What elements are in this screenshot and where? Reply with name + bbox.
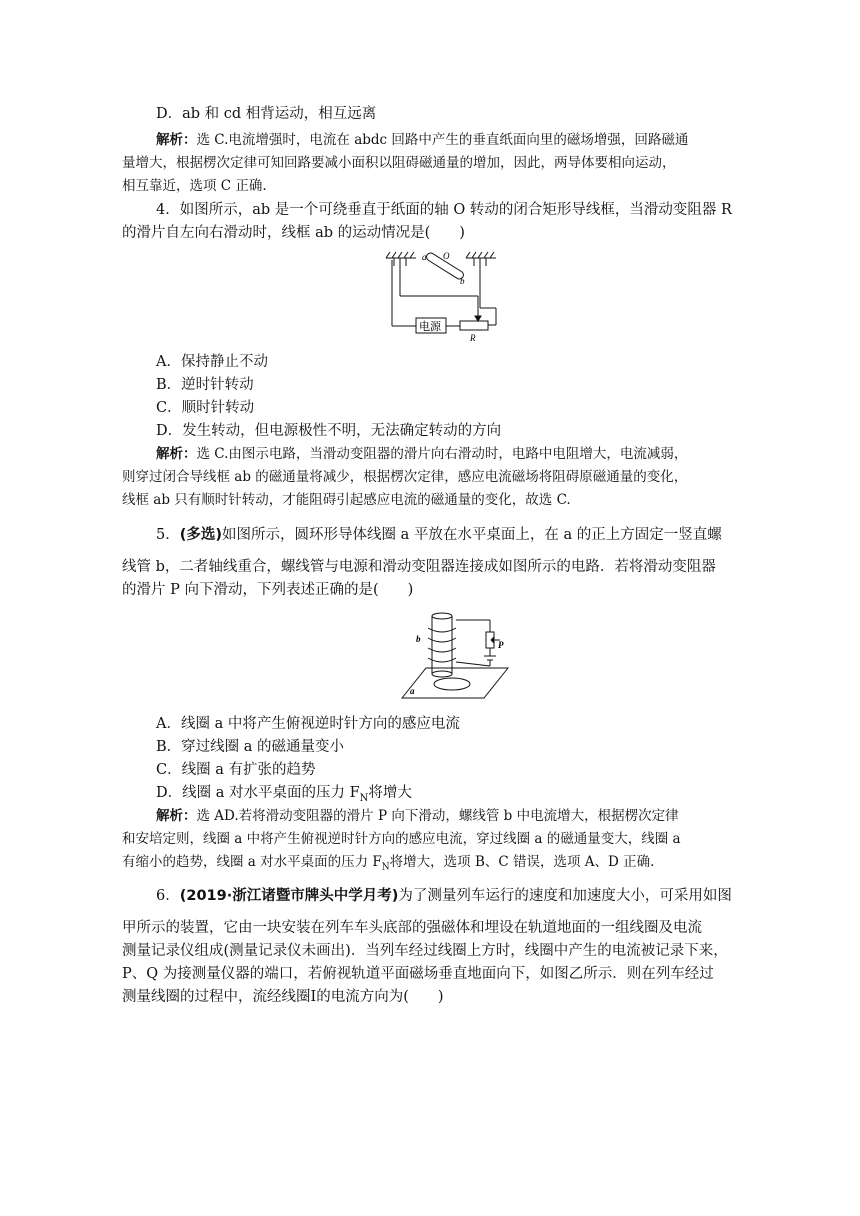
q4-stem-line1: 4．如图所示，ab 是一个可绕垂直于纸面的轴 O 转动的闭合矩形导线框，当滑动变阻器 R bbox=[156, 202, 732, 218]
q5-fig-label-p: P bbox=[498, 640, 504, 650]
q6-stem-line3: 测量记录仪组成(测量记录仪未画出)．当列车经过线圈上方时，线圈中产生的电流被记录下来， bbox=[122, 943, 728, 959]
q4-fig-label-o: O bbox=[443, 251, 450, 261]
q4-option-d: D．发生转动，但电源极性不明，无法确定转动的方向 bbox=[156, 423, 502, 439]
q4-fig-label-power: 电源 bbox=[419, 321, 441, 333]
q5-analysis-line1: 解析：选 AD.若将滑动变阻器的滑片 P 向下滑动，螺线管 b 中电流增大，根据楞次定律 bbox=[156, 808, 679, 824]
q4-analysis-line2: 则穿过闭合导线框 ab 的磁通量将减少，根据楞次定律，感应电流磁场将阻碍原磁通量的变化， bbox=[122, 469, 688, 485]
analysis-label: 解析： bbox=[156, 132, 197, 148]
q3-analysis-line3: 相互靠近，选项 C 正确. bbox=[122, 178, 267, 194]
q4-option-a: A．保持静止不动 bbox=[156, 354, 268, 370]
q5-fig-label-b: b bbox=[416, 634, 421, 644]
q5-solenoid-figure bbox=[398, 610, 510, 702]
q4-fig-label-r: R bbox=[470, 333, 476, 343]
q5-option-c: C．线圈 a 有扩张的趋势 bbox=[156, 762, 316, 778]
q6-stem-line2: 甲所示的装置，它由一块安装在列车车头底部的强磁体和埋设在轨道地面的一组线圈及电流 bbox=[122, 920, 702, 936]
q5-option-d: D．线圈 a 对水平桌面的压力 $F_N$将增大 bbox=[156, 785, 412, 804]
q5-option-a: A．线圈 a 中将产生俯视逆时针方向的感应电流 bbox=[156, 716, 460, 732]
q5-multi-tag: (多选) bbox=[179, 527, 222, 543]
q4-option-b: B．逆时针转动 bbox=[156, 377, 254, 393]
q5-analysis-line2: 和安培定则，线圈 a 中将产生俯视逆时针方向的感应电流，穿过线圈 a 的磁通量变大，线圈 a bbox=[122, 831, 681, 847]
analysis-label: 解析： bbox=[156, 446, 197, 462]
q5-analysis-line3: 有缩小的趋势，线圈 a 对水平桌面的压力 $F_N$将增大，选项 B、C 错误，选项 A、D 正确. bbox=[122, 854, 655, 873]
analysis-label: 解析： bbox=[156, 808, 197, 824]
q4-circuit-figure bbox=[380, 248, 510, 343]
q3-analysis-line2: 量增大，根据楞次定律可知回路要减小面积以阻碍磁通量的增加，因此，两导体要相向运动， bbox=[122, 155, 676, 171]
q6-stem-line5: 测量线圈的过程中，流经线圈Ⅰ的电流方向为( ) bbox=[122, 989, 444, 1005]
q5-stem-line2: 线管 b，二者轴线重合，螺线管与电源和滑动变阻器连接成如图所示的电路．若将滑动变阻器 bbox=[122, 559, 716, 575]
q5-stem-line1: 5．(多选)如图所示，圆环形导体线圈 a 平放在水平桌面上，在 a 的正上方固定一竖直螺 bbox=[156, 527, 722, 543]
q5-stem-line3: 的滑片 P 向下滑动，下列表述正确的是( ) bbox=[122, 582, 414, 598]
q3-option-d: D．ab 和 cd 相背运动，相互远离 bbox=[156, 106, 377, 122]
q4-fig-label-a: a bbox=[422, 252, 427, 262]
q5-option-b: B．穿过线圈 a 的磁通量变小 bbox=[156, 739, 345, 755]
q4-option-c: C．顺时针转动 bbox=[156, 400, 255, 416]
q6-stem-line1: 6．(2019·浙江诸暨市牌头中学月考)为了测量列车运行的速度和加速度大小，可采用如图 bbox=[156, 888, 732, 904]
q4-analysis-line3: 线框 ab 只有顺时针转动，才能阻碍引起感应电流的磁通量的变化，故选 C. bbox=[122, 492, 571, 508]
q5-fig-label-a: a bbox=[410, 686, 415, 696]
q4-stem-line2: 的滑片自左向右滑动时，线框 ab 的运动情况是( ) bbox=[122, 225, 465, 241]
q4-fig-label-b: b bbox=[460, 276, 465, 286]
q4-analysis-line1: 解析：选 C.由图示电路，当滑动变阻器的滑片向右滑动时，电路中电阻增大，电流减弱， bbox=[156, 446, 688, 462]
q3-analysis-line1: 解析：选 C.电流增强时，电流在 abdc 回路中产生的垂直纸面向里的磁场增强，回路磁通 bbox=[156, 132, 689, 148]
q6-stem-line4: P、Q 为接测量仪器的端口，若俯视轨道平面磁场垂直地面向下，如图乙所示．则在列车经过 bbox=[122, 966, 714, 982]
q6-source-tag: (2019·浙江诸暨市牌头中学月考) bbox=[179, 888, 399, 904]
